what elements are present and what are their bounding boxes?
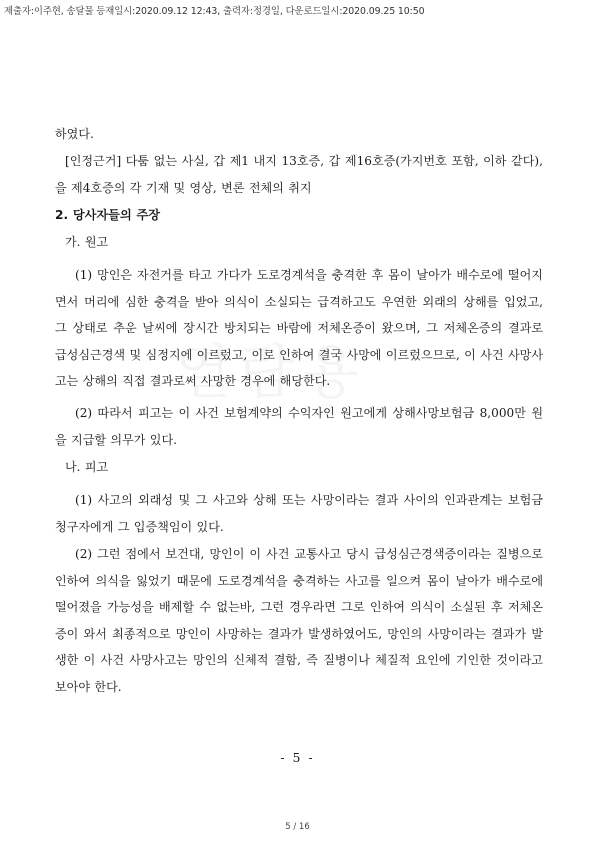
page-number: - 5 - — [280, 750, 315, 765]
document-header: 제출자:이주현, 송달물 등재일시:2020.09.12 12:43, 출력자:정경일, 다운로드일시:2020.09.25 10:50 — [4, 6, 425, 17]
plaintiff-claim-1: (1) 망인은 자전거를 타고 가다가 도로경계석을 충격한 후 몸이 날아가 배수로에 떨어지면서 머리에 심한 충격을 받아 의식이 소실되는 급격하고도 우연한 외래의 상해를 입었고, 그 상태로 추운 날씨에 장시간 방치되는 바람에 저체온증이 왔으며, 그 저체온증의 결과로 급성심근경색 및 심정지에 이르렀고, 이로 인하여 결국 사망에 이르렀으므로, 이 사건 사망사고는 상해의 직접 결과로써 사망한 경우에 해당한다. — [55, 268, 543, 388]
body-paragraph-continuation: 하였다. — [55, 127, 94, 141]
evidence-basis-paragraph: [인정근거] 다툼 없는 사실, 갑 제1 내지 13호증, 갑 제16호증(가지번호 포함, 이하 같다), 을 제4호증의 각 기재 및 영상, 변론 전체의 취지 — [55, 154, 543, 195]
subsection-plaintiff: 가. 원고 — [65, 235, 109, 249]
plaintiff-claim-2: (2) 따라서 피고는 이 사건 보험계약의 수익자인 원고에게 상해사망보험금 8,000만 원을 지급할 의무가 있다. — [55, 406, 543, 447]
section-heading: 2. 당사자들의 주장 — [55, 208, 161, 222]
defendant-claim-2: (2) 그런 점에서 보건대, 망인이 이 사건 교통사고 당시 급성심근경색증이라는 질병으로 인하여 의식을 잃었기 때문에 도로경계석을 충격하는 사고를 일으켜 몸이 날아가 배수로에 떨어졌을 가능성을 배제할 수 없는바, 그런 경우라면 그로 인하여 의식이 소실된 후 저체온증이 와서 최종적으로 망인이 사망하는 결과가 발생하였어도, 망인의 사망이라는 결과가 발생한 이 사건 사망사고는 망인의 신체적 결함, 즉 질병이나 체질적 요인에 기인한 것이라고 보아야 한다. — [55, 547, 543, 694]
subsection-defendant: 나. 피고 — [65, 460, 109, 474]
page-footer: 5 / 16 — [285, 822, 310, 832]
defendant-claim-1: (1) 사고의 외래성 및 그 사고와 상해 또는 사망이라는 결과 사이의 인과관계는 보험금 청구자에게 그 입증책임이 있다. — [55, 493, 543, 534]
